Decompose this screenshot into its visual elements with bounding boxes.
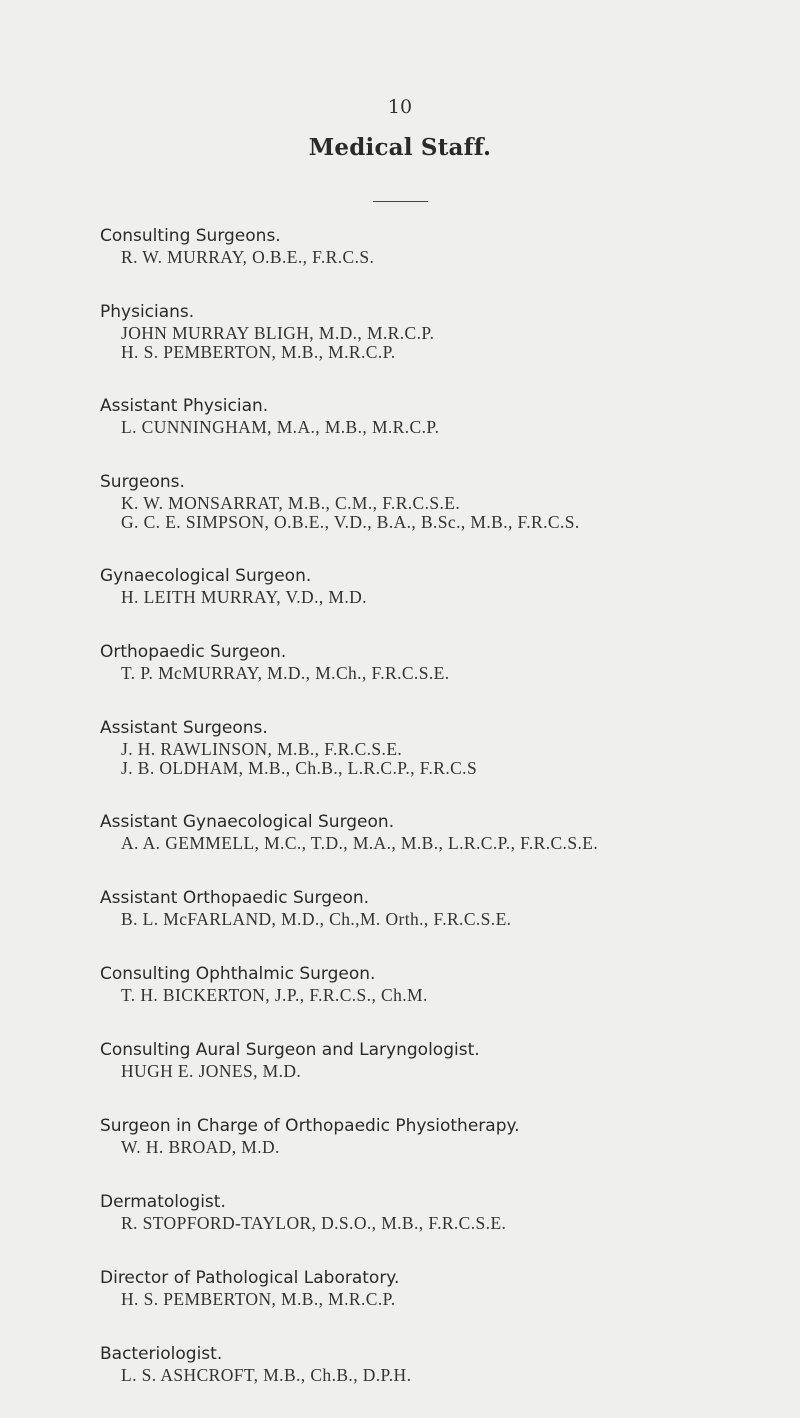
staff-name: G. C. E. SIMPSON, O.B.E., V.D., B.A., B.Sc., M.B., F.R.C.S. <box>121 512 580 532</box>
staff-name: H. S. PEMBERTON, M.B., M.R.C.P. <box>121 1289 396 1309</box>
staff-section <box>100 1190 800 1266</box>
staff-name: K. W. MONSARRAT, M.B., C.M., F.R.C.S.E. <box>121 493 461 513</box>
section-heading: Gynaecological Surgeon. <box>100 566 312 586</box>
section-heading: Surgeon in Charge of Orthopaedic Physiotherapy. <box>100 1116 520 1136</box>
staff-section <box>100 886 800 962</box>
staff-section <box>100 224 800 300</box>
staff-name: L. CUNNINGHAM, M.A., M.B., M.R.C.P. <box>121 417 440 437</box>
section-heading: Orthopaedic Surgeon. <box>100 642 287 662</box>
section-heading: Assistant Gynaecological Surgeon. <box>100 812 395 832</box>
staff-section <box>100 564 800 640</box>
section-heading: Consulting Ophthalmic Surgeon. <box>100 964 376 984</box>
staff-name: HUGH E. JONES, M.D. <box>121 1061 302 1081</box>
staff-name: R. W. MURRAY, O.B.E., F.R.C.S. <box>121 247 375 267</box>
title-divider <box>373 201 428 202</box>
staff-section <box>100 1342 800 1418</box>
staff-name: J. B. OLDHAM, M.B., Ch.B., L.R.C.P., F.R.C.S <box>121 758 478 778</box>
staff-section <box>100 716 800 810</box>
staff-section <box>100 1038 800 1114</box>
staff-name: J. H. RAWLINSON, M.B., F.R.C.S.E. <box>121 739 403 759</box>
section-heading: Surgeons. <box>100 472 185 492</box>
page-title: Medical Staff. <box>308 134 492 161</box>
section-heading: Assistant Surgeons. <box>100 718 268 738</box>
staff-name: W. H. BROAD, M.D. <box>121 1137 280 1157</box>
staff-name: T. P. McMURRAY, M.D., M.Ch., F.R.C.S.E. <box>121 663 450 683</box>
staff-section <box>100 640 800 716</box>
staff-name: H. S. PEMBERTON, M.B., M.R.C.P. <box>121 342 396 362</box>
staff-name: T. H. BICKERTON, J.P., F.R.C.S., Ch.M. <box>121 985 428 1005</box>
staff-list <box>100 224 800 1418</box>
section-heading: Director of Pathological Laboratory. <box>100 1268 400 1288</box>
staff-name: L. S. ASHCROFT, M.B., Ch.B., D.P.H. <box>121 1365 412 1385</box>
staff-name: H. LEITH MURRAY, V.D., M.D. <box>121 587 367 607</box>
section-heading: Assistant Physician. <box>100 396 269 416</box>
staff-section <box>100 300 800 394</box>
staff-name: B. L. McFARLAND, M.D., Ch.,M. Orth., F.R.C.S.E. <box>121 909 512 929</box>
staff-section <box>100 810 800 886</box>
staff-section <box>100 1114 800 1190</box>
staff-section <box>100 962 800 1038</box>
staff-section <box>100 394 800 470</box>
staff-section <box>100 470 800 564</box>
staff-name: R. STOPFORD-TAYLOR, D.S.O., M.B., F.R.C.S.E. <box>121 1213 507 1233</box>
section-heading: Dermatologist. <box>100 1192 226 1212</box>
section-heading: Consulting Aural Surgeon and Laryngologist. <box>100 1040 480 1060</box>
section-heading: Consulting Surgeons. <box>100 226 281 246</box>
page-number: 10 <box>387 96 413 118</box>
staff-name: JOHN MURRAY BLIGH, M.D., M.R.C.P. <box>121 323 435 343</box>
section-heading: Assistant Orthopaedic Surgeon. <box>100 888 370 908</box>
section-heading: Bacteriologist. <box>100 1344 223 1364</box>
staff-section <box>100 1266 800 1342</box>
section-heading: Physicians. <box>100 302 195 322</box>
staff-name: A. A. GEMMELL, M.C., T.D., M.A., M.B., L.R.C.P., F.R.C.S.E. <box>121 833 599 853</box>
